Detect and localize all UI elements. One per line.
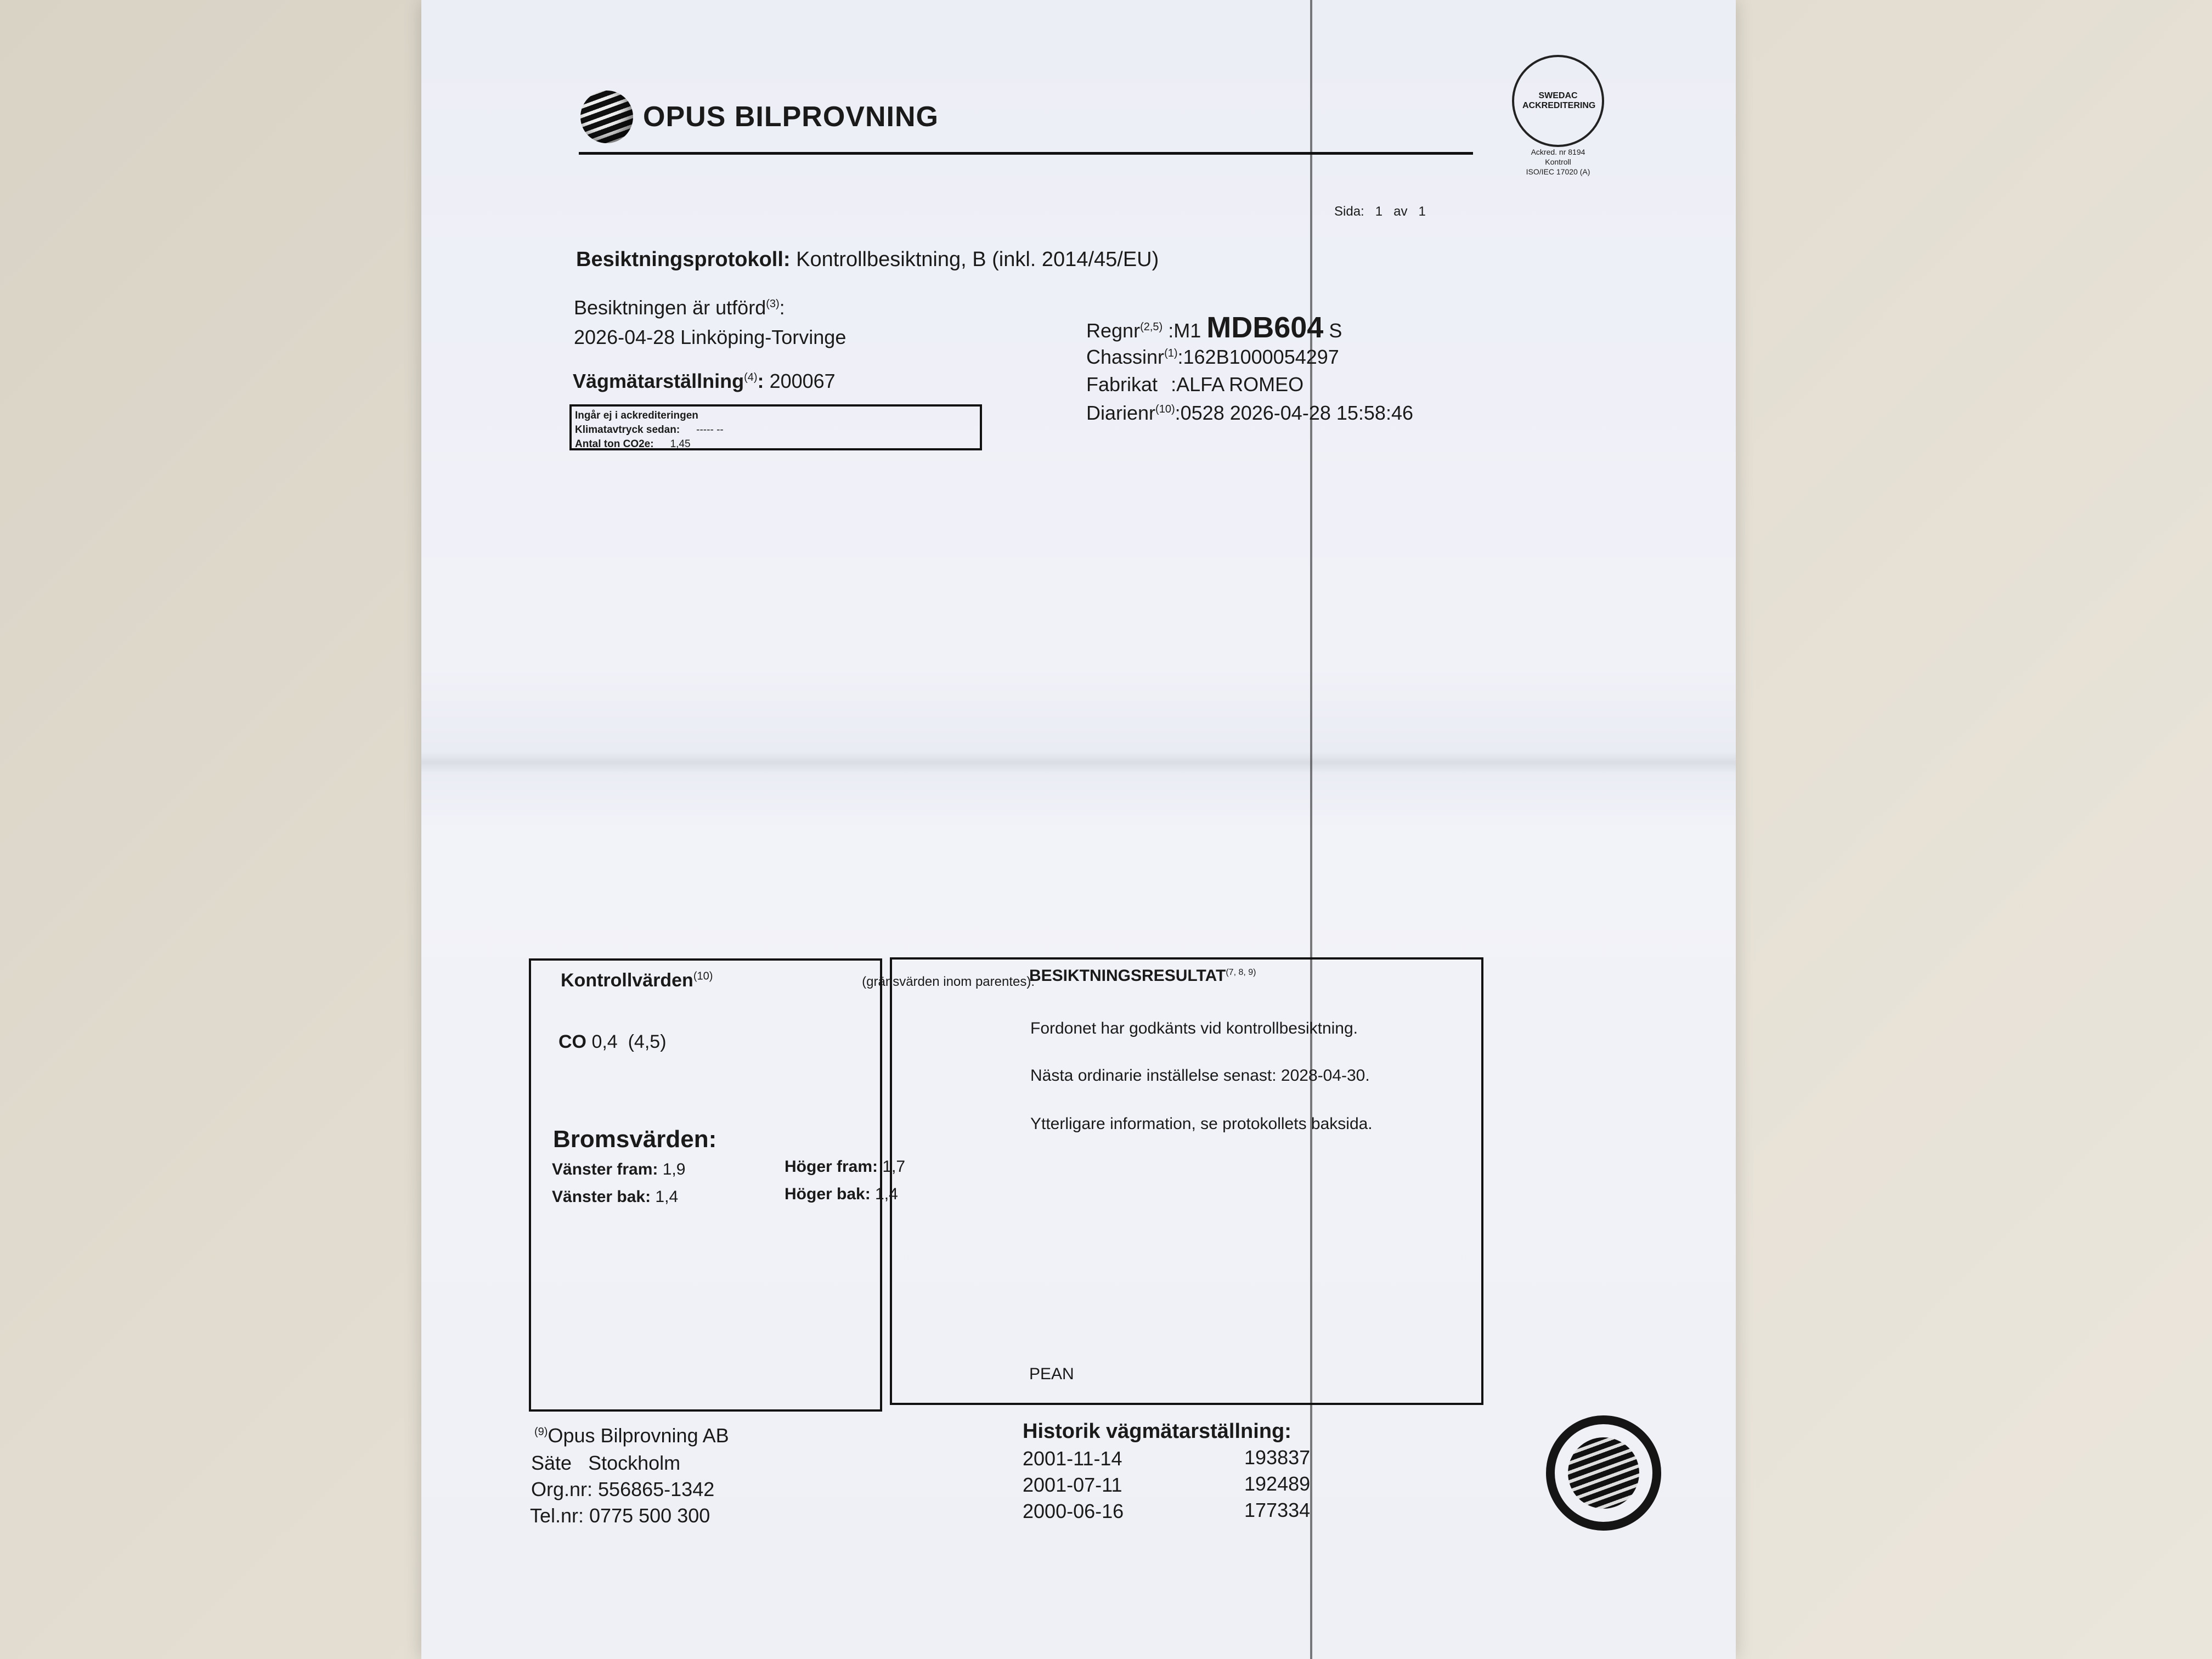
brand-name: OPUS BILPROVNING <box>643 101 939 133</box>
regnr-row: Regnr$^{(2,5)}$ :M1 MDB604 S <box>1086 311 1342 344</box>
seal-accreditation: Ackred. nr 8194 <box>1531 148 1585 156</box>
brand-logo <box>580 91 939 143</box>
registration-number: MDB604 <box>1206 311 1324 344</box>
diary-number: :0528 2026-04-28 15:58:46 <box>1175 402 1413 424</box>
vertical-fold-line <box>1310 0 1312 1659</box>
climate-box <box>569 404 982 450</box>
climate-since-value: ----- -- <box>696 424 724 436</box>
control-values-title: Kontrollvärden$^{(10)}$ <box>561 970 713 991</box>
seal-kontroll: Kontroll <box>1545 157 1571 166</box>
company-name: Opus Bilprovning AB <box>548 1424 729 1447</box>
company-seat: Säte Stockholm <box>531 1452 681 1474</box>
header-rule <box>579 152 1473 155</box>
protocol-paper <box>421 0 1736 1659</box>
brake-right-front: Höger fram: 1,7 <box>785 1158 906 1176</box>
vehicle-class: :M1 <box>1168 319 1201 342</box>
company-name-row: $^{(9)}$Opus Bilprovning AB <box>534 1424 729 1447</box>
climate-note: Ingår ej i ackrediteringen <box>575 410 698 421</box>
protocol-title: Besiktningsprotokoll: Kontrollbesiktning, B (inkl. 2014/45/EU) <box>576 248 1159 271</box>
vehicle-make: :ALFA ROMEO <box>1171 373 1304 396</box>
history-value-1: 193837 <box>1244 1446 1311 1469</box>
registration-suffix: S <box>1329 319 1342 342</box>
make-row: Fabrikat :ALFA ROMEO <box>1086 373 1304 396</box>
globe-icon <box>580 91 633 143</box>
co2-value: 1,45 <box>670 438 691 450</box>
co-row: CO 0,4 (4,5) <box>558 1031 667 1052</box>
seal-title: SWEDAC ACKREDITERING <box>1522 91 1596 110</box>
history-value-2: 192489 <box>1244 1472 1311 1495</box>
swedac-seal <box>1492 55 1624 176</box>
brake-title: Bromsvärden: <box>553 1126 717 1153</box>
inspector-signature: PEAN <box>1029 1365 1074 1383</box>
horizontal-fold <box>421 752 1736 774</box>
chassis-row: Chassinr$^{(1)}$:162B1000054297 <box>1086 346 1339 368</box>
brake-left-front: Vänster fram: 1,9 <box>552 1160 686 1178</box>
result-title: BESIKTNINGSRESULTAT$^{(7, 8, 9)}$ <box>1029 967 1256 985</box>
odometer-row: Vägmätarställning$^{(4)}$: 200067 <box>573 370 836 392</box>
history-date-2: 2001-07-11 <box>1023 1474 1122 1496</box>
company-tel: Tel.nr: 0775 500 300 <box>530 1504 710 1527</box>
limit-note: (gränsvärden inom parentes): <box>862 974 1035 989</box>
result-approved: Fordonet har godkänts vid kontrollbesiktning. <box>1030 1019 1358 1037</box>
crown-seal-icon <box>1512 55 1604 147</box>
co-value: 0,4 (4,5) <box>591 1031 667 1052</box>
page-info: Sida: 1 av 1 <box>1334 204 1426 219</box>
seal-standard: ISO/IEC 17020 (A) <box>1526 167 1590 176</box>
result-next-date: Nästa ordinarie inställelse senast: 2028-04-30. <box>1030 1066 1370 1085</box>
co2-label: Antal ton CO2e: <box>575 438 654 450</box>
brake-right-rear: Höger bak: 1,4 <box>785 1185 898 1203</box>
odometer-value: 200067 <box>769 370 836 392</box>
climate-compensation-stamp <box>1546 1415 1661 1531</box>
history-date-3: 2000-06-16 <box>1023 1500 1124 1522</box>
diary-row: Diarienr$^{(10)}$:0528 2026-04-28 15:58:46 <box>1086 402 1413 424</box>
history-value-3: 177334 <box>1244 1499 1311 1521</box>
chassis-number: :162B1000054297 <box>1177 346 1339 368</box>
inspection-label: Besiktningen är utförd$^{(3)}$: <box>574 296 785 319</box>
history-title: Historik vägmätarställning: <box>1023 1420 1291 1443</box>
company-org: Org.nr: 556865-1342 <box>531 1478 715 1500</box>
inspection-value: 2026-04-28 Linköping-Torvinge <box>574 326 847 348</box>
history-date-1: 2001-11-14 <box>1023 1447 1122 1470</box>
brake-left-rear: Vänster bak: 1,4 <box>552 1188 679 1206</box>
result-more-info: Ytterligare information, se protokollets baksida. <box>1030 1115 1373 1133</box>
climate-since-label: Klimatavtryck sedan: <box>575 424 680 436</box>
